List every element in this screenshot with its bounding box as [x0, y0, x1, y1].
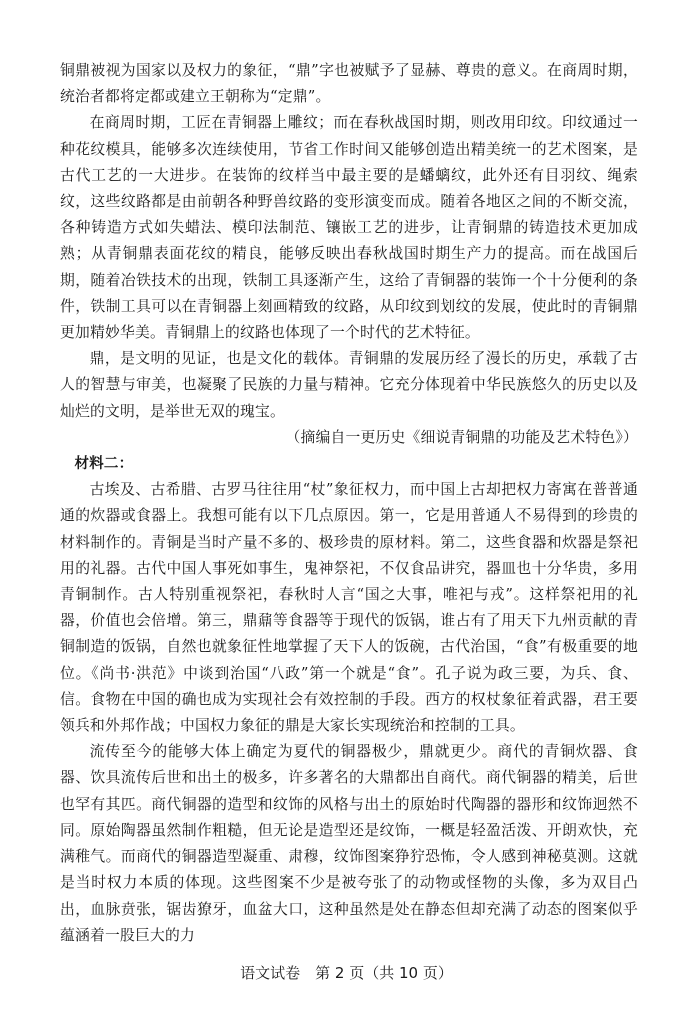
page-footer: 语文试卷 第 2 页（共 10 页） [240, 964, 453, 982]
section-heading: 材料二： [74, 456, 134, 473]
paragraph: 鼎，是文明的见证，也是文化的载体。青铜鼎的发展历经了漫长的历史，承载了古人的智慧与审美，也凝聚了民族的力量与精神。它充分体现着中华民族悠久的历史以及灿烂的文明，是举世无双的瑰宝。 [60, 350, 638, 420]
paragraph: 流传至今的能够大体上确定为夏代的铜器极少，鼎就更少。商代的青铜炊器、食器、饮具流传后世和出土的极多，许多著名的大鼎都出自商代。商代铜器的精美，后世也罕有其匹。商代铜器的造型和纹饰的风格与出土的原始时代陶器的器形和纹饰迥然不同。原始陶器虽然制作粗糙，但无论是造型还是纹饰，一概是轻盈活泼、开朗欢快，充满稚气。而商代的铜器造型凝重、肃穆，纹饰图案狰狞恐怖，令人感到神秘莫测。这就是当时权力本质的体现。这些图案不少是被夸张了的动物或怪物的头像，多为双目凸出，血脉贲张，锯齿獠牙，血盆大口，这种虽然是处在静态但却充满了动态的图案似乎蕴涵着一股巨大的力 [60, 743, 638, 944]
article-body [60, 58, 638, 949]
paragraph: 在商周时期，工匠在青铜器上雕纹；而在春秋战国时期，则改用印纹。印纹通过一种花纹模具，能够多次连续使用，节省工作时间又能够创造出精美统一的艺术图案，是古代工艺的一大进步。在装饰的纹样当中最主要的是蟠螭纹，此外还有目羽纹、绳索纹，这些纹路都是由前朝各种野兽纹路的变形演变而成。随着各地区之间的不断交流，各种铸造方式如失蜡法、模印法制范、镶嵌工艺的进步，让青铜鼎的铸造技术更加成熟；从青铜鼎表面花纹的精良，能够反映出春秋战国时期生产力的提高。而在战国后期，随着冶铁技术的出现，铁制工具逐渐产生，这给了青铜器的装饰一个十分便利的条件，铁制工具可以在青铜器上刻画精致的纹路，从印纹到划纹的发展，使此时的青铜鼎更加精妙华美。青铜鼎上的纹路也体现了一个时代的艺术特征。 [60, 114, 638, 342]
source-citation: （摘编自一更历史《细说青铜鼎的功能及艺术特色》） [285, 428, 638, 446]
paragraph: 铜鼎被视为国家以及权力的象征，“鼎”字也被赋予了显赫、尊贵的意义。在商周时期，统治者都将定都或建立王朝称为“定鼎”。 [60, 62, 638, 106]
paragraph: 古埃及、古希腊、古罗马往往用“杖”象征权力，而中国上古却把权力寄寓在普普通通的炊器或食器上。我想可能有以下几点原因。第一，它是用普通人不易得到的珍贵的材料制作的。青铜是当时产量不多的、极珍贵的原材料。第二，这些食器和炊器是祭祀用的礼器。古代中国人事死如事生，鬼神祭祀，不仅食品讲究，器皿也十分华贵，多用青铜制作。古人特别重视祭祀，春秋时人言“国之大事，唯祀与戎”。这样祭祀用的礼器，价值也会倍增。第三，鼎鼐等食器等于现代的饭锅，谁占有了用天下九州贡献的青铜制造的饭锅，自然也就象征性地掌握了天下人的饭碗，古代治国，“食”有极重要的地位。《尚书·洪范》中谈到治国“八政”第一个就是“食”。孔子说为政三要，为兵、食、信。食物在中国的确也成为实现社会有效控制的手段。西方的权杖象征着武器，君王要领兵和外邦作战；中国权力象征的鼎是大家长实现统治和控制的工具。 [60, 481, 638, 735]
